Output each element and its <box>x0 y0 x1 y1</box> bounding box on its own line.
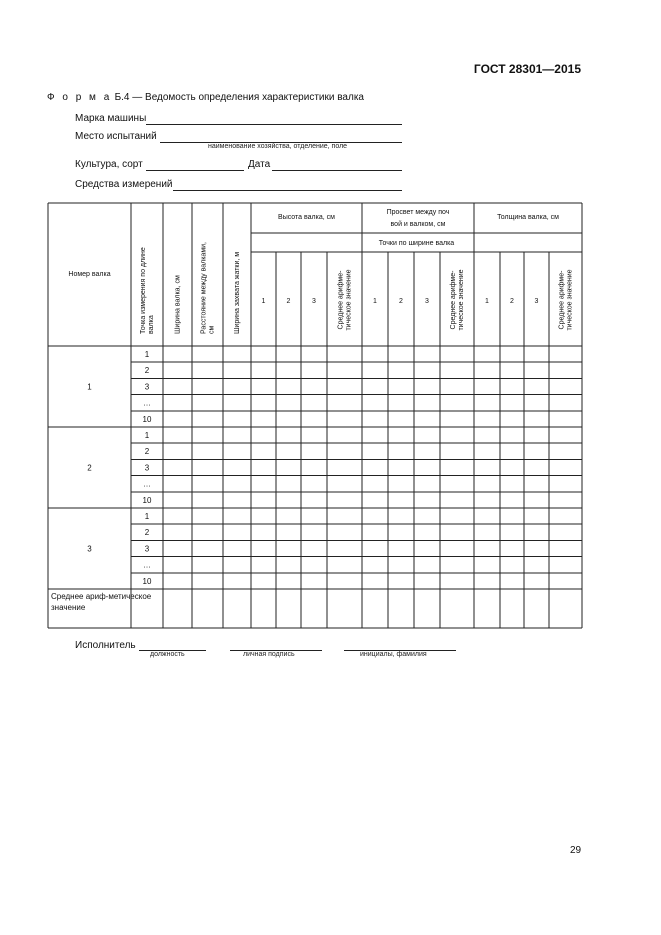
row-point-number: 1 <box>144 431 150 440</box>
row-point-number: 10 <box>142 414 152 424</box>
col-swath-number: Номер валка <box>68 271 111 278</box>
point-number: 3 <box>534 298 539 305</box>
swath-number: 1 <box>87 382 92 392</box>
avg-header: тическое значение <box>345 269 353 331</box>
row-point-number: 1 <box>144 350 150 359</box>
place-label: Место испытаний <box>75 131 157 142</box>
row-point-number: … <box>143 479 151 489</box>
col-swath-distance: Расстояние между валками, <box>200 242 208 334</box>
point-number: 1 <box>485 298 489 305</box>
crop-label: Культура, сорт <box>75 159 143 170</box>
avg-header: Среднее арифме- <box>337 270 345 330</box>
swath-number: 3 <box>87 544 92 554</box>
group-height: Высота валка, см <box>278 214 335 221</box>
point-number: 1 <box>373 298 377 305</box>
form-title-text: — Ведомость определения характеристики валка <box>132 92 364 103</box>
group-gap: Просвет между поч <box>386 209 450 216</box>
form-label: Ф о р м а <box>47 92 112 103</box>
swath-number: 2 <box>87 463 92 473</box>
row-point-number: 1 <box>144 512 150 521</box>
machine-label: Марка машины <box>75 113 147 124</box>
sub-points-header: Точки по ширине валка <box>378 240 455 247</box>
executor-label: Исполнитель <box>75 640 136 651</box>
row-point-number: 10 <box>142 576 152 586</box>
page-number: 29 <box>570 845 582 856</box>
group-gap: вой и валком, см <box>390 221 446 228</box>
point-number: 2 <box>286 298 291 305</box>
col-header-width: Ширина захвата жатки, м <box>234 251 241 334</box>
row-point-number: 2 <box>144 528 150 538</box>
point-number: 2 <box>399 298 403 305</box>
form-number: Б.4 <box>114 92 130 103</box>
row-point-number: 3 <box>144 544 150 554</box>
col-swath-distance: см <box>208 325 216 334</box>
row-point-number: 2 <box>144 366 150 376</box>
signature-hint: личная подпись <box>243 651 295 658</box>
col-swath-width: Ширина валка, см <box>174 275 182 334</box>
position-hint: должность <box>150 651 185 658</box>
row-point-number: … <box>143 560 151 570</box>
group-thickness: Толщина валка, см <box>497 214 559 221</box>
point-number: 3 <box>425 298 429 305</box>
avg-header: Среднее арифме- <box>558 270 566 330</box>
point-number: 3 <box>312 298 316 305</box>
instruments-label: Средства измерений <box>75 179 173 190</box>
name-hint: инициалы, фамилия <box>360 651 427 658</box>
row-point-number: 3 <box>144 463 150 473</box>
avg-header: тическое значение <box>458 269 465 331</box>
point-number: 2 <box>510 298 514 305</box>
date-label: Дата <box>248 159 271 170</box>
avg-header: Среднее арифме- <box>450 270 457 330</box>
place-hint: наименование хозяйства, отделение, поле <box>208 143 348 150</box>
row-point-number: 3 <box>144 382 150 392</box>
point-number: 1 <box>261 298 266 305</box>
standard-code: ГОСТ 28301—2015 <box>473 62 581 76</box>
row-point-number: … <box>143 398 151 408</box>
row-point-number: 2 <box>144 447 150 457</box>
avg-header: тическое значение <box>566 269 574 331</box>
footer-average-label: значение <box>51 603 86 612</box>
col-measure-point: Точка измерения по длине <box>140 247 147 334</box>
footer-average-label: Среднее ариф-метическое <box>51 592 152 601</box>
col-measure-point: валка <box>148 315 155 334</box>
row-point-number: 10 <box>142 495 152 505</box>
